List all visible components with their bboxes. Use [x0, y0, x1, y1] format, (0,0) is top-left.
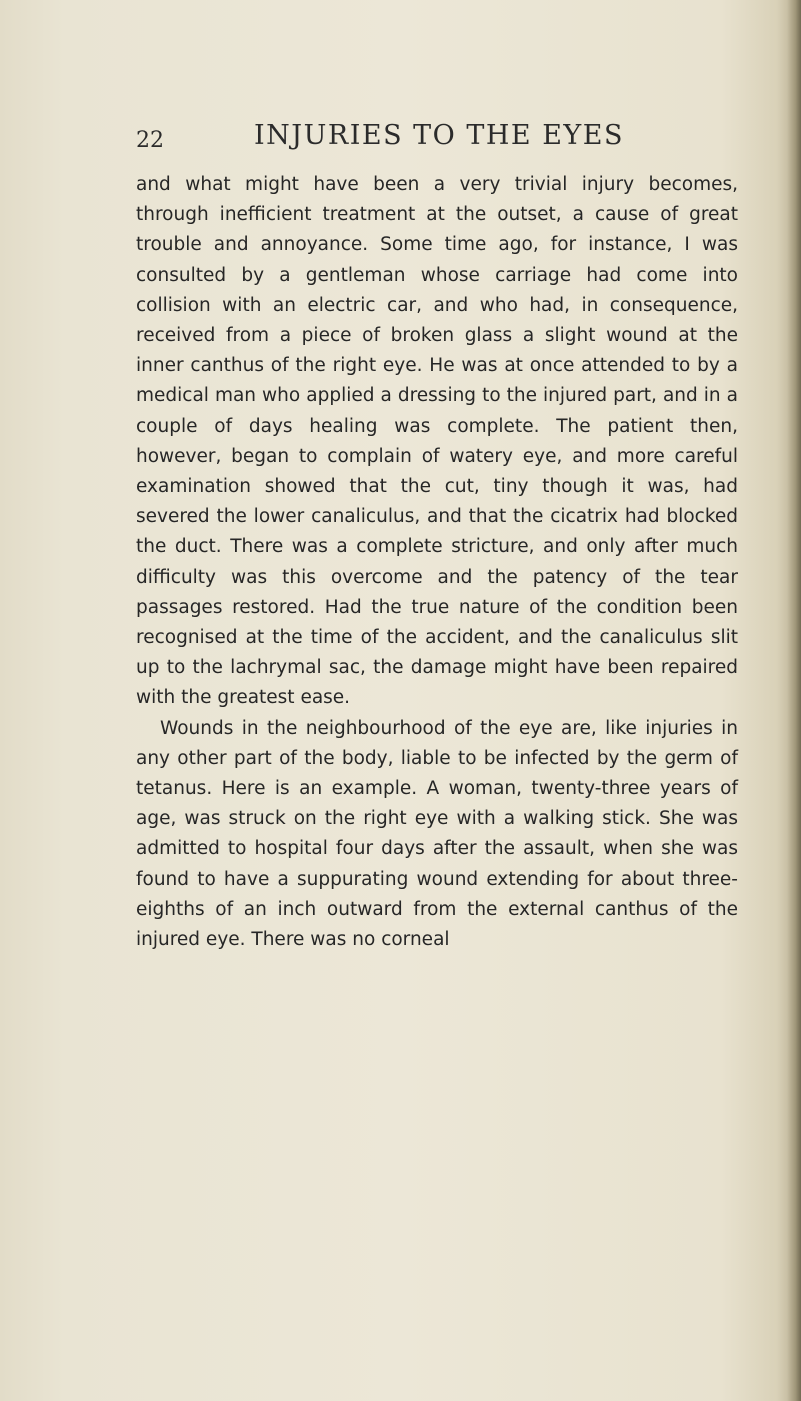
page-edge-shadow	[787, 0, 801, 1401]
body-text	[136, 170, 738, 955]
page-number: 22	[136, 128, 164, 153]
paragraph: Wounds in the neighbourhood of the eye are, like injuries in any other part of the body, liable to be infected by the germ of tetanus. Here is an example. A woman, twenty-three years of age, was struck on the right eye with a walking stick. She was admitted to hospital four days after the assault, when she was found to have a suppurating wound extending for about three-eighths of an inch outward from the external canthus of the injured eye. There was no corneal	[136, 717, 738, 951]
page-header	[136, 120, 736, 160]
running-head: INJURIES TO THE EYES	[254, 120, 624, 151]
paragraph: and what might have been a very trivial injury becomes, through inefficient treatment at the outset, a cause of great trouble and annoyance. Some time ago, for instance, I was consulted by a gentleman whose carriage had come into collision with an electric car, and who had, in consequence, received from a piece of broken glass a slight wound at the inner canthus of the right eye. He was at once attended to by a medical man who applied a dressing to the injured part, and in a couple of days healing was complete. The patient then, however, began to complain of watery eye, and more careful examination showed that the cut, tiny though it was, had severed the lower canaliculus, and that the cicatrix had blocked the duct. There was a complete stricture, and only after much difficulty was this overcome and the patency of the tear passages restored. Had the true nature of the condition been recognised at the time of the accident, and the canaliculus slit up to the lachrymal sac, the damage might have been repaired with the greatest ease.	[136, 174, 738, 709]
